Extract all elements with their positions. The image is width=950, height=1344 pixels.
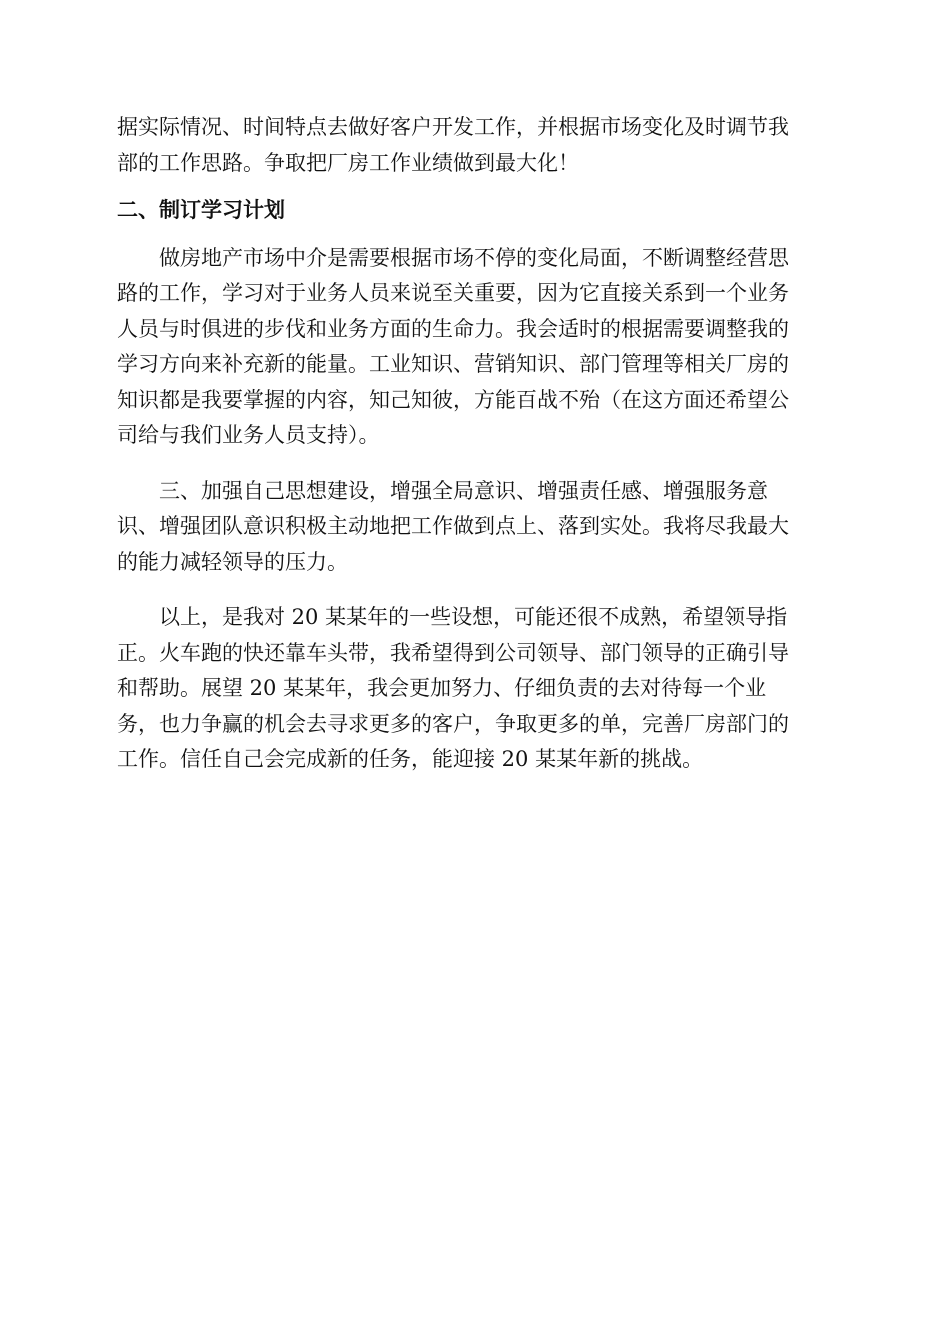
document-body bbox=[117, 110, 833, 778]
section-heading-study-plan: 二、制订学习计划 bbox=[117, 198, 285, 222]
paragraph-thought-building: 三、加强自己思想建设，增强全局意识、增强责任感、增强服务意 识、增强团队意识积极主动地把工作做到点上、落到实处。我将尽我最大 的能力减轻领导的压力。 bbox=[117, 478, 789, 574]
paragraph-continuation: 据实际情况、时间特点去做好客户开发工作，并根据市场变化及时调节我 部的工作思路。争取把厂房工作业绩做到最大化！ bbox=[117, 115, 789, 175]
paragraph-conclusion: 以上，是我对 20 某某年的一些设想，可能还很不成熟，希望领导指 正。火车跑的快还靠车头带，我希望得到公司领导、部门领导的正确引导 和帮助。展望 20 某某年，我会更加努力、仔细负责的去对待每一个业 务，也力争赢的机会去寻求更多的客户，争取更多的单，完善厂房部门的 工作。信任自己会完成新的任务，能迎接 20 某某年新的挑战。 bbox=[117, 605, 789, 771]
paragraph-study-plan: 做房地产市场中介是需要根据市场不停的变化局面，不断调整经营思 路的工作，学习对于业务人员来说至关重要，因为它直接关系到一个业务 人员与时俱进的步伐和业务方面的生命力。我会适时的根据需要调整我的 学习方向来补充新的能量。工业知识、营销知识、部门管理等相关厂房的 知识都是我要掌握的内容，知己知彼，方能百战不殆（在这方面还希望公 司给与我们业务人员支持）。 bbox=[117, 245, 789, 447]
